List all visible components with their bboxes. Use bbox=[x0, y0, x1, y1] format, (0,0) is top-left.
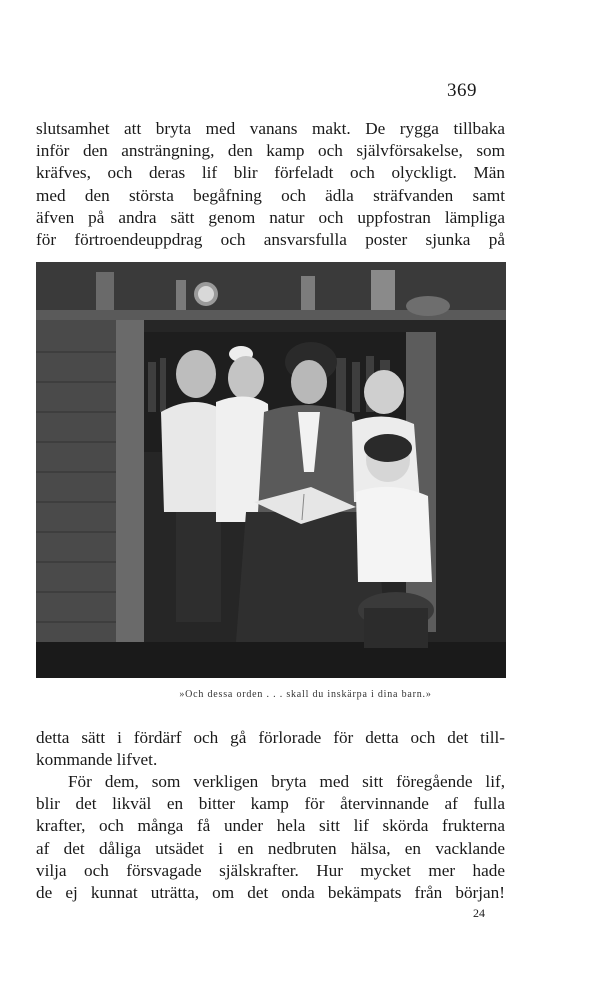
page-number: 369 bbox=[447, 80, 477, 101]
text-line: kommande lifvet. bbox=[36, 750, 158, 770]
text-line: äfven på andra sätt genom natur och uppfostran lämpliga bbox=[36, 207, 505, 227]
text-line: för förtroendeuppdrag och ansvarsfulla poster sjunka på bbox=[36, 230, 505, 250]
paragraph-bottom bbox=[36, 771, 505, 904]
photo-caption: »Och dessa orden . . . skall du inskärpa i dina barn.» bbox=[179, 689, 432, 700]
text-line: krafter, och många få under hela sitt lif skörda frukterna bbox=[36, 816, 505, 836]
text-line: de ej kunnat uträtta, om det onda bekämpats från början! bbox=[36, 883, 505, 903]
text-line: slutsamhet att bryta med vanans makt. De rygga tillbaka bbox=[36, 119, 505, 138]
photograph-illustration bbox=[36, 262, 506, 678]
signature-mark: 24 bbox=[473, 906, 485, 920]
text-line: inför den ansträngning, den kamp och självförsakelse, som bbox=[36, 141, 505, 161]
text-line: detta sätt i fördärf och gå förlorade för detta och det till- bbox=[36, 728, 505, 747]
text-line: kräfves, och deras lif blir förfeladt och olyckligt. Män bbox=[36, 163, 505, 183]
paragraph-middle bbox=[36, 727, 505, 771]
text-line: med den största begåfning och ädla sträfvanden samt bbox=[36, 185, 505, 205]
text-line: För dem, som verkligen bryta med sitt föregående lif, bbox=[68, 772, 505, 791]
text-line: blir det likväl en bitter kamp för återvinnande af fulla bbox=[36, 794, 505, 814]
paragraph-top bbox=[36, 118, 505, 251]
family-reading-photograph bbox=[36, 262, 506, 678]
text-line: vilja och försvagade själskrafter. Hur mycket mer hade bbox=[36, 860, 505, 880]
text-line: af det dåliga utsädet i en nedbruten hälsa, en vacklande bbox=[36, 838, 505, 858]
